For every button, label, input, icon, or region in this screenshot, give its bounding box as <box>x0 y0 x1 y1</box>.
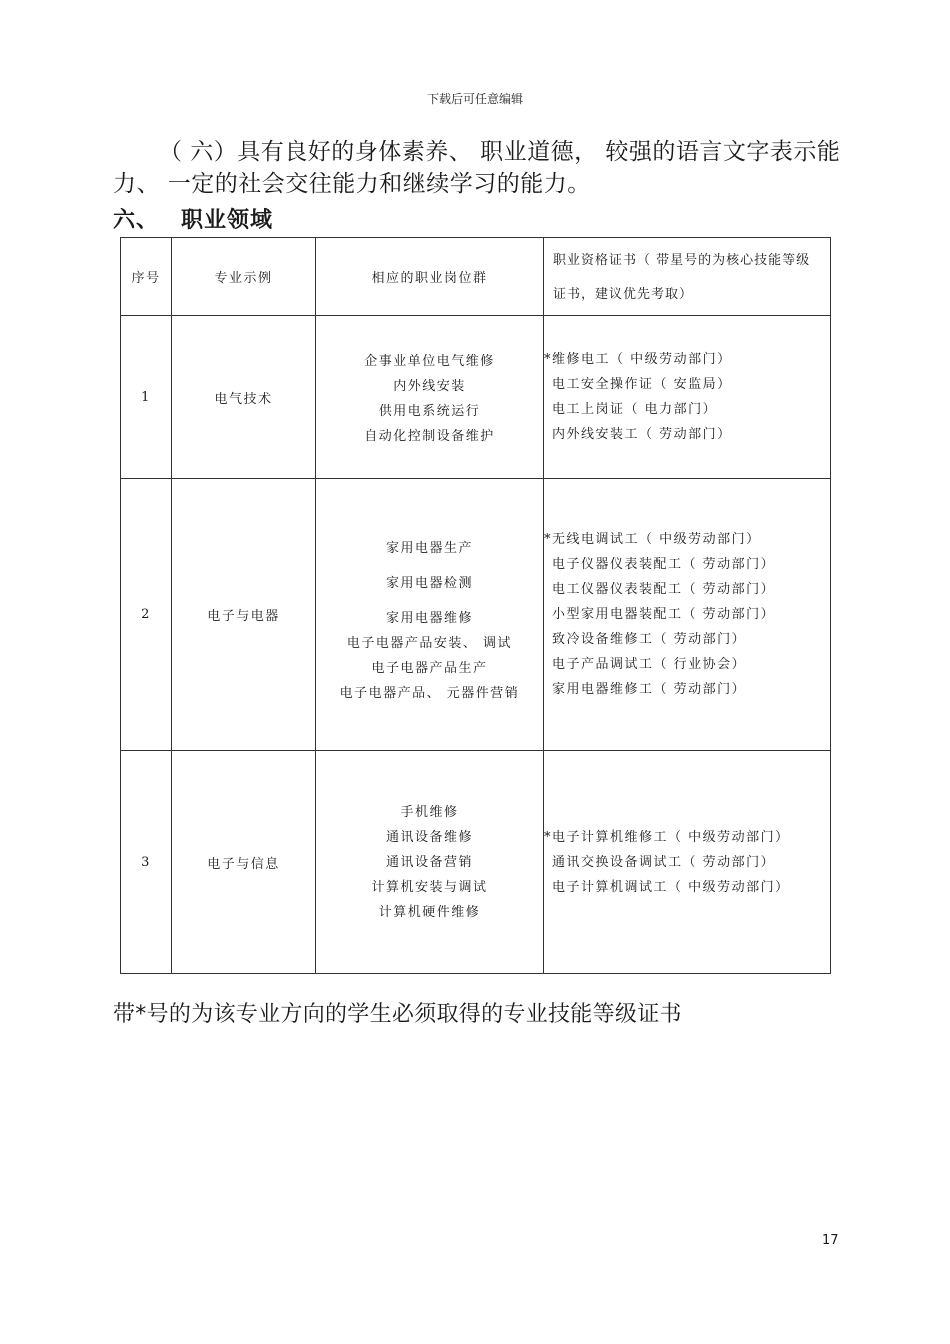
header-certificates <box>544 238 831 316</box>
certificate-item: 小型家用电器装配工（ 劳动部门） <box>552 607 776 622</box>
certificate-item: 致冷设备维修工（ 劳动部门） <box>552 632 747 647</box>
table-row <box>121 316 831 479</box>
page-number: 17 <box>822 1233 839 1248</box>
certificate-item: 电工上岗证（ 电力部门） <box>552 402 718 417</box>
position-item: 供用电系统运行 <box>378 404 481 419</box>
row-positions <box>316 479 544 751</box>
header-positions: 相应的职业岗位群 <box>316 238 544 316</box>
row-seq: 3 <box>121 751 172 974</box>
career-field-table <box>120 237 831 974</box>
position-item: 家用电器维修 <box>385 610 473 626</box>
certificate-item: 通讯交换设备调试工（ 劳动部门） <box>552 854 776 870</box>
row-major: 电子与电器 <box>172 479 316 751</box>
certificate-item: 电工安全操作证（ 安监局） <box>552 377 732 392</box>
position-item: 计算机硬件维修 <box>378 904 481 920</box>
row-positions <box>316 751 544 974</box>
position-item: 电子电器产品、 元器件营销 <box>339 685 520 701</box>
position-item: 内外线安装 <box>393 379 466 394</box>
table-header-row <box>121 238 831 316</box>
footnote: 带*号的为该专业方向的学生必须取得的专业技能等级证书 <box>113 1002 682 1027</box>
paragraph-line-2: 力、 一定的社会交往能力和继续学习的能力。 <box>113 171 591 197</box>
position-item: 家用电器生产 <box>385 540 473 556</box>
row-certificates <box>544 479 831 751</box>
section-heading <box>113 203 273 234</box>
row-seq: 2 <box>121 479 172 751</box>
position-item: 电子电器产品生产 <box>371 660 488 676</box>
row-major: 电气技术 <box>172 316 316 479</box>
position-item: 电子电器产品安装、 调试 <box>346 635 513 651</box>
row-certificates <box>544 316 831 479</box>
section-title: 职业领域 <box>181 208 274 233</box>
certificate-item: 内外线安装工（ 劳动部门） <box>552 427 732 442</box>
paragraph-line-1: （ 六）具有良好的身体素养、 职业道德， 较强的语言文字表示能 <box>159 139 841 165</box>
position-item: 企事业单位电气维修 <box>364 354 495 369</box>
certificate-item: *无线电调试工（ 中级劳动部门） <box>544 532 761 547</box>
table-row <box>121 479 831 751</box>
row-positions <box>316 316 544 479</box>
row-certificates <box>544 751 831 974</box>
certificate-item: 家用电器维修工（ 劳动部门） <box>552 682 747 697</box>
position-item: 通讯设备维修 <box>385 829 473 845</box>
header-cert-line-1: 职业资格证书（ 带星号的为核心技能等级 <box>553 253 811 268</box>
position-item: 自动化控制设备维护 <box>364 429 495 444</box>
certificate-item: 电子产品调试工（ 行业协会） <box>552 657 747 672</box>
header-seq: 序号 <box>121 238 172 316</box>
certificate-item: 电子计算机调试工（ 中级劳动部门） <box>552 879 790 895</box>
position-item: 通讯设备营销 <box>385 854 473 870</box>
header-cert-line-2: 证书，建议优先考取） <box>553 287 694 302</box>
table-row <box>121 751 831 974</box>
row-seq: 1 <box>121 316 172 479</box>
certificate-item: 电子仪器仪表装配工（ 劳动部门） <box>552 557 776 572</box>
position-item: 家用电器检测 <box>385 575 473 591</box>
certificate-item: *维修电工（ 中级劳动部门） <box>544 352 732 367</box>
page-header: 下载后可任意编辑 <box>426 92 523 106</box>
ability-paragraph <box>113 136 843 200</box>
row-major: 电子与信息 <box>172 751 316 974</box>
section-number: 六、 <box>113 208 160 233</box>
position-item: 计算机安装与调试 <box>371 879 488 895</box>
certificate-item: 电工仪器仪表装配工（ 劳动部门） <box>552 582 776 597</box>
position-item: 手机维修 <box>400 804 459 820</box>
certificate-item: *电子计算机维修工（ 中级劳动部门） <box>544 829 790 845</box>
header-major: 专业示例 <box>172 238 316 316</box>
